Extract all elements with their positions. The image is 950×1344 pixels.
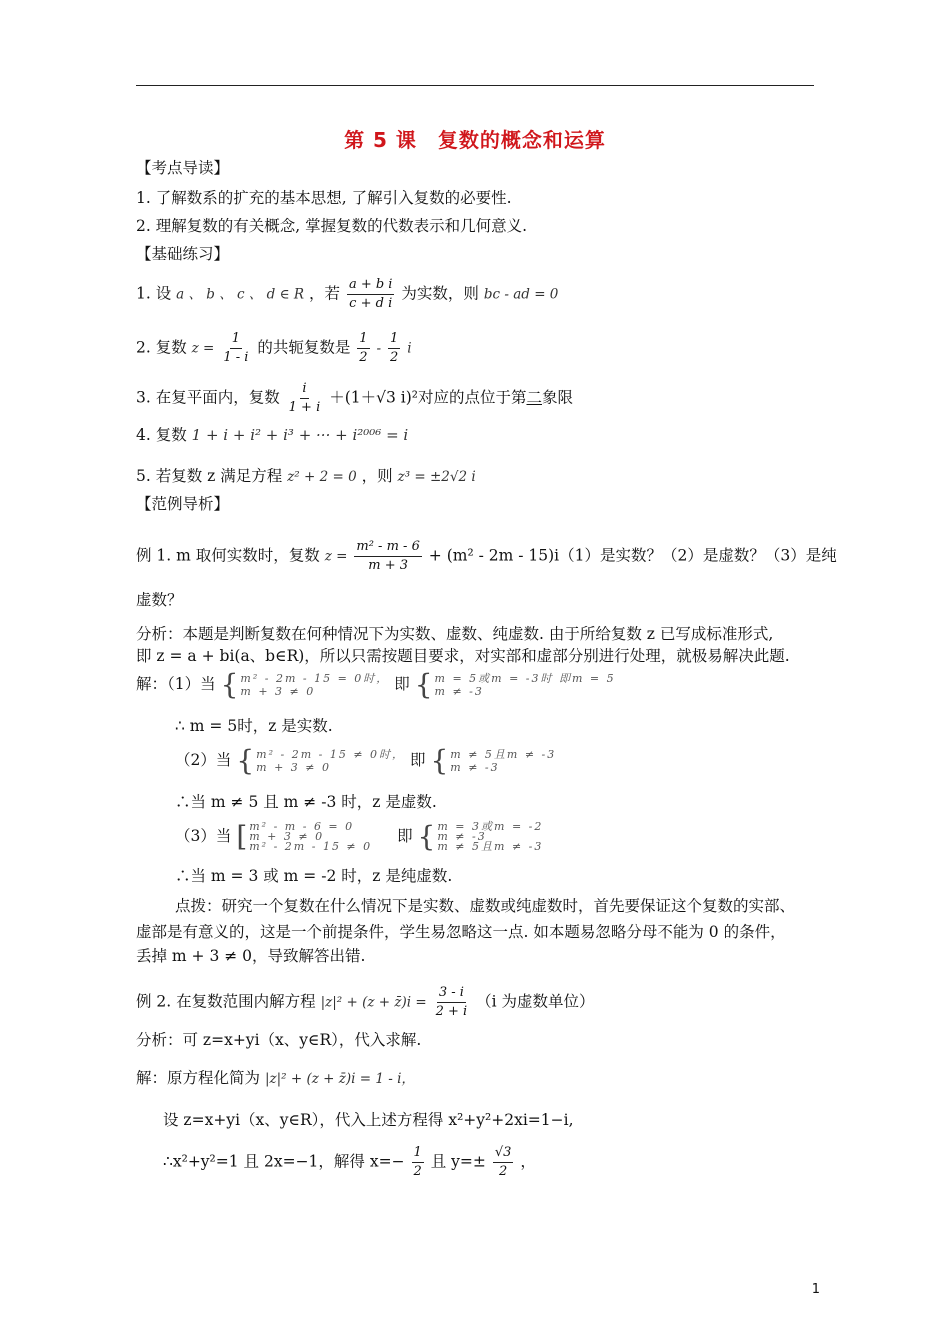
kaodian-item-1: 1. 了解数系的扩充的基本思想, 了解引入复数的必要性. [136,189,512,207]
equation-system: [ m² - m - 6 = 0 m + 3 ≠ 0 m² - 2m - 15 ≠ 0 [236,820,373,853]
fraction: $\frac{i}{1 + i}$ [288,381,321,415]
example-1-conclusion-3: ∴当 m = 3 或 m = -2 时，z 是纯虚数. [175,867,453,885]
example-2-step-1: 设 z=x+yi（x、y∈R），代入上述方程得 x²+y²+2xi=1−i, [163,1111,574,1129]
example-2-question: 例 2. 在复数范围内解方程 |z|² + (z + z̄)i = $\frac{3 - i}{2 + i}$ （i 为虚数单位） [136,985,595,1019]
exercise-5: 5. 若复数 z 满足方程 z² + 2 = 0 ，则 z³ = ±2√2 i [136,467,476,485]
page-title: 第 5 课 复数的概念和运算 [344,128,606,152]
equation-system: { m = 3或m = -2 m ≠ -3 m ≠ 5且m ≠ -3 [417,820,544,853]
example-1-question-cont: 虚数？ [136,591,183,609]
example-1-conclusion-2: ∴当 m ≠ 5 且 m ≠ -3 时，z 是虚数. [175,793,437,811]
equation-system: { m = 5或m = -3时 即m = 5 m ≠ -3 [414,668,616,701]
example-1-tip-2: 虚部是有意义的，这是一个前提条件，学生易忽略这一点. 如本题易忽略分母不能为 0 的条件， [136,923,786,941]
example-1-tip-1: 点拨：研究一个复数在什么情况下是实数、虚数或纯虚数时，首先要保证这个复数的实部、 [175,897,796,915]
example-2-step-2: ∴x²+y²=1 且 2x=−1，解得 x=− $\frac{1}{2}$ 且 y=± $\frac{√3}{2}$ ， [163,1145,536,1179]
exercise-1: 1. 设 a 、 b 、 c 、 d ∈ R ，若 $\frac{\text{a + b i}}{\text{c + d i}}$ 为实数，则 bc - ad = 0 [136,277,559,311]
section-heading-jichu: 【基础练习】 [136,245,230,263]
exercise-4: 4. 复数 1 + i + i² + i³ + ··· + i²⁰⁰⁶ = i [136,426,409,444]
example-1-solution-1: 解：（1）当 { m² - 2m - 15 = 0时， m + 3 ≠ 0 即 { m = 5或m = -3时 即m = 5 m ≠ -3 [136,668,616,701]
example-1-solution-3: （3）当 [ m² - m - 6 = 0 m + 3 ≠ 0 m² - 2m - 15 ≠ 0 即 { m = 3或m = -2 m ≠ -3 m ≠ 5且m ≠ -3 [175,820,544,853]
fraction: $\frac{\text{a + b i}}{\text{c + d i}}$ [348,277,393,311]
header-rule [136,85,814,86]
fraction: $\frac{\text{m² - m - 6}}{m + 3}$ [356,539,420,573]
example-1-analysis-1: 分析：本题是判断复数在何种情况下为实数、虚数、纯虚数. 由于所给复数 z 已写成标准形式, [136,625,774,643]
section-heading-fanli: 【范例导析】 [136,495,230,513]
equation-system: { m ≠ 5且m ≠ -3 m ≠ -3 [430,744,557,777]
exercise-2: 2. 复数 z = $\frac{1}{1 - i}$ 的共轭复数是 $\frac{1}{2}$ - $\frac{1}{2}$ i [136,331,412,365]
fraction: $\frac{1}{2}$ [390,331,399,365]
section-heading-kaodian: 【考点导读】 [136,159,230,177]
exercise-3: 3. 在复平面内，复数 $\frac{i}{1 + i}$ ＋(1＋√3 i)²对应的点位于第二象限 [136,381,574,415]
example-1-analysis-2: 即 z = a + bi(a、b∈R)，所以只需按题目要求，对实部和虚部分别进行处理，就极易解决此题. [136,647,790,665]
fraction: $\frac{1}{2}$ [359,331,368,365]
example-1-solution-2: （2）当 { m² - 2m - 15 ≠ 0时， m + 3 ≠ 0 即 { m ≠ 5且m ≠ -3 m ≠ -3 [175,744,557,777]
equation-system: { m² - 2m - 15 ≠ 0时， m + 3 ≠ 0 [236,744,406,777]
kaodian-item-2: 2. 理解复数的有关概念, 掌握复数的代数表示和几何意义. [136,217,527,235]
example-1-question: 例 1. m 取何实数时，复数 z = $\frac{\text{m² - m - 6}}{m + 3}$ + (m² - 2m - 15)i（1）是实数？（2）是虚数？（3）是纯 [136,539,837,573]
example-2-solution: 解：原方程化简为 |z|² + (z + z̄)i = 1 - i， [136,1069,415,1087]
example-2-analysis: 分析：可 z=x+yi（x、y∈R），代入求解. [136,1031,422,1049]
example-1-conclusion-1: ∴ m = 5时，z 是实数. [175,717,333,735]
example-1-tip-3: 丢掉 m + 3 ≠ 0，导致解答出错. [136,947,366,965]
fraction: $\frac{1}{1 - i}$ [223,331,249,365]
fraction: $\frac{√3}{2}$ [494,1145,512,1179]
page-number: 1 [811,1282,820,1297]
equation-system: { m² - 2m - 15 = 0时， m + 3 ≠ 0 [220,668,390,701]
fraction: $\frac{3 - i}{2 + i}$ [435,985,468,1019]
fraction: $\frac{1}{2}$ [413,1145,422,1179]
